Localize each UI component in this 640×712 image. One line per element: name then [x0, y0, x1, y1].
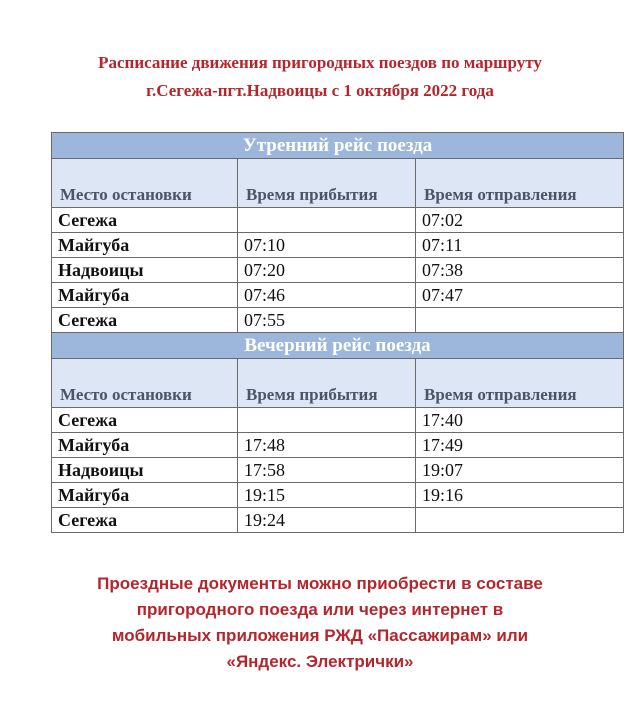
- departure-cell: 19:16: [416, 483, 624, 508]
- stop-cell: Майгуба: [52, 483, 238, 508]
- stop-cell: Сегежа: [52, 208, 238, 233]
- departure-cell: [416, 308, 624, 333]
- arrival-cell: 19:24: [238, 508, 416, 533]
- column-header-departure: Время отправления: [416, 159, 624, 208]
- table-row: [52, 283, 624, 308]
- table-row: [52, 308, 624, 333]
- column-header-departure: Время отправления: [416, 359, 624, 408]
- stop-cell: Надвоицы: [52, 258, 238, 283]
- departure-cell: 07:11: [416, 233, 624, 258]
- stop-cell: Сегежа: [52, 408, 238, 433]
- arrival-cell: 17:58: [238, 458, 416, 483]
- table-row: [52, 233, 624, 258]
- column-header-arrival: Время прибытия: [238, 159, 416, 208]
- departure-cell: 07:38: [416, 258, 624, 283]
- stop-cell: Сегежа: [52, 308, 238, 333]
- arrival-cell: 07:55: [238, 308, 416, 333]
- arrival-cell: [238, 408, 416, 433]
- table-row: [52, 433, 624, 458]
- table-row: [52, 208, 624, 233]
- table-row: [52, 483, 624, 508]
- ticket-note-line2: пригородного поезда или через интернет в: [136, 600, 504, 619]
- ticket-note-line3: мобильных приложения РЖД «Пассажирам» или: [111, 626, 529, 645]
- table-row: [52, 508, 624, 533]
- evening-header-row: [52, 359, 624, 408]
- departure-cell: 07:47: [416, 283, 624, 308]
- evening-section-row: [52, 333, 624, 359]
- column-header-arrival: Время прибытия: [238, 359, 416, 408]
- arrival-cell: 07:46: [238, 283, 416, 308]
- column-header-stop: Место остановки: [52, 359, 238, 408]
- stop-cell: Майгуба: [52, 433, 238, 458]
- ticket-note-line1: Проездные документы можно приобрести в составе: [97, 574, 543, 593]
- stop-cell: Надвоицы: [52, 458, 238, 483]
- column-header-stop: Место остановки: [52, 159, 238, 208]
- schedule-table: [51, 132, 624, 533]
- departure-cell: 17:40: [416, 408, 624, 433]
- ticket-note-line4: «Яндекс. Электрички»: [226, 652, 414, 671]
- stop-cell: Майгуба: [52, 233, 238, 258]
- stop-cell: Майгуба: [52, 283, 238, 308]
- arrival-cell: 07:20: [238, 258, 416, 283]
- arrival-cell: [238, 208, 416, 233]
- evening-section-heading: Вечерний рейс поезда: [52, 333, 624, 359]
- table-row: [52, 408, 624, 433]
- departure-cell: 19:07: [416, 458, 624, 483]
- table-row: [52, 458, 624, 483]
- arrival-cell: 19:15: [238, 483, 416, 508]
- schedule-title-line1: Расписание движения пригородных поездов по маршруту: [98, 53, 542, 72]
- arrival-cell: 17:48: [238, 433, 416, 458]
- arrival-cell: 07:10: [238, 233, 416, 258]
- departure-cell: [416, 508, 624, 533]
- morning-section-heading: Утренний рейс поезда: [52, 133, 624, 159]
- schedule-title-line2: г.Сегежа-пгт.Надвоицы с 1 октября 2022 года: [146, 81, 494, 100]
- morning-section-row: [52, 133, 624, 159]
- table-row: [52, 258, 624, 283]
- stop-cell: Сегежа: [52, 508, 238, 533]
- departure-cell: 17:49: [416, 433, 624, 458]
- departure-cell: 07:02: [416, 208, 624, 233]
- morning-header-row: [52, 159, 624, 208]
